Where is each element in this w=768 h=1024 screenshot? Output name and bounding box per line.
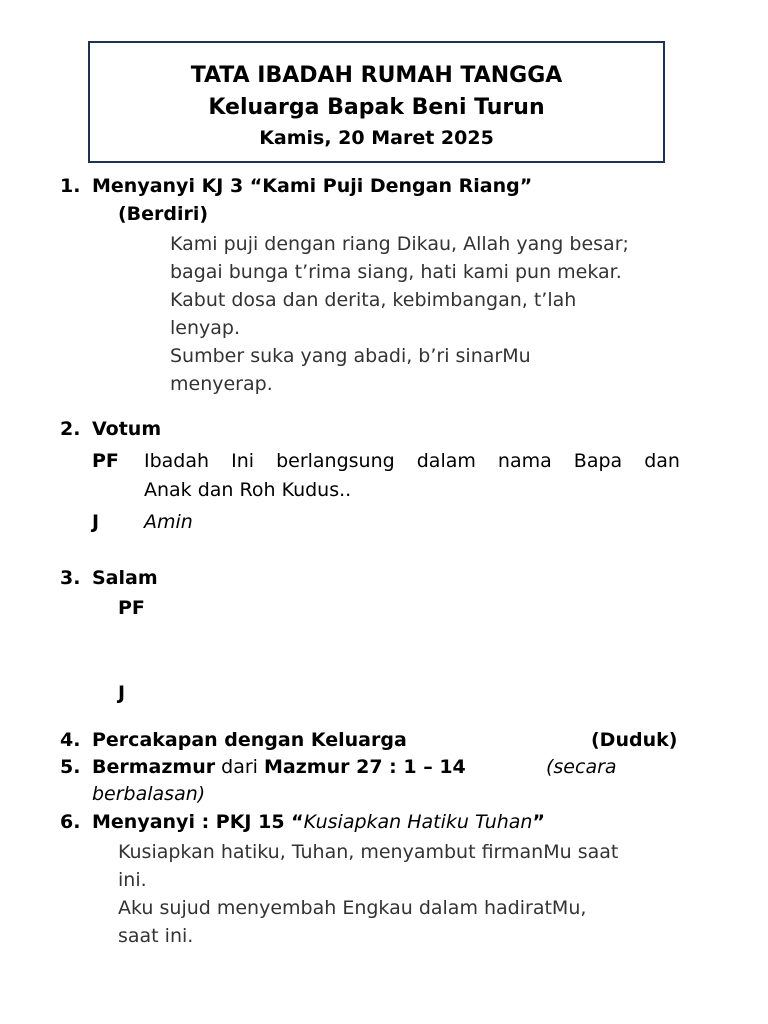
speaker-label-pf: PF	[92, 450, 119, 472]
lyric-line: Aku sujud menyembah Engkau dalam hadiratMu,	[118, 897, 587, 919]
document-title: TATA IBADAH RUMAH TANGGA	[190, 63, 563, 88]
lyric-line: lenyap.	[170, 317, 240, 339]
pf-text-line2: Anak dan Roh Kudus..	[144, 479, 352, 501]
item-note: (secara	[546, 756, 617, 778]
item-number: 1.	[60, 175, 81, 197]
lyric-line: ini.	[118, 869, 147, 891]
title-normal: dari	[215, 756, 264, 778]
speaker-label-pf: PF	[118, 597, 145, 619]
title-prefix: Menyanyi : PKJ 15 “	[92, 811, 304, 833]
word: dalam	[416, 450, 476, 472]
item-title: Votum	[92, 418, 162, 440]
title-suffix: ”	[532, 811, 545, 833]
item-number: 6.	[60, 811, 81, 833]
word: Ibadah	[144, 450, 210, 472]
lyric-line: menyerap.	[170, 373, 273, 395]
song-title: Kusiapkan Hatiku Tuhan	[303, 811, 533, 833]
lyric-line: Kusiapkan hatiku, Tuhan, menyambut firmanMu saat	[118, 841, 619, 863]
item-number: 4.	[60, 729, 81, 751]
word: Bapa	[573, 450, 623, 472]
lyrics-block	[118, 838, 618, 950]
item-title: Menyanyi KJ 3 “Kami Puji Dengan Riang”	[92, 175, 533, 197]
item-number: 3.	[60, 567, 81, 589]
word: berlangsung	[276, 450, 395, 472]
word: nama	[497, 450, 552, 472]
family-name: Keluarga Bapak Beni Turun	[208, 95, 545, 120]
item-title: Percakapan dengan Keluarga	[92, 729, 407, 751]
lyric-line: Kabut dosa dan derita, kebimbangan, t’lah	[170, 289, 577, 311]
word: Ini	[231, 450, 255, 472]
item-number: 2.	[60, 418, 81, 440]
speaker-label-j: J	[118, 682, 126, 704]
item-note: (Duduk)	[591, 729, 678, 751]
service-date: Kamis, 20 Maret 2025	[259, 127, 494, 149]
item-note-cont: berbalasan)	[92, 783, 206, 805]
item-title	[92, 756, 466, 778]
lyric-line: bagai bunga t’rima siang, hati kami pun mekar.	[170, 261, 622, 283]
item-note: (Berdiri)	[118, 203, 209, 225]
title-box	[88, 41, 665, 163]
lyric-line: Sumber suka yang abadi, b’ri sinarMu	[170, 345, 531, 367]
word: dan	[644, 450, 680, 472]
item-title	[92, 811, 545, 833]
lyrics-block	[170, 230, 629, 398]
item-number: 5.	[60, 756, 81, 778]
j-response: Amin	[144, 511, 193, 533]
lyric-line: Kami puji dengan riang Dikau, Allah yang besar;	[170, 233, 629, 255]
speaker-label-j: J	[92, 511, 100, 533]
title-bold: Bermazmur	[92, 756, 216, 778]
scripture-ref: Mazmur 27 : 1 – 14	[264, 756, 466, 778]
pf-text-line1	[144, 450, 680, 472]
item-title: Salam	[92, 567, 158, 589]
lyric-line: saat ini.	[118, 925, 194, 947]
